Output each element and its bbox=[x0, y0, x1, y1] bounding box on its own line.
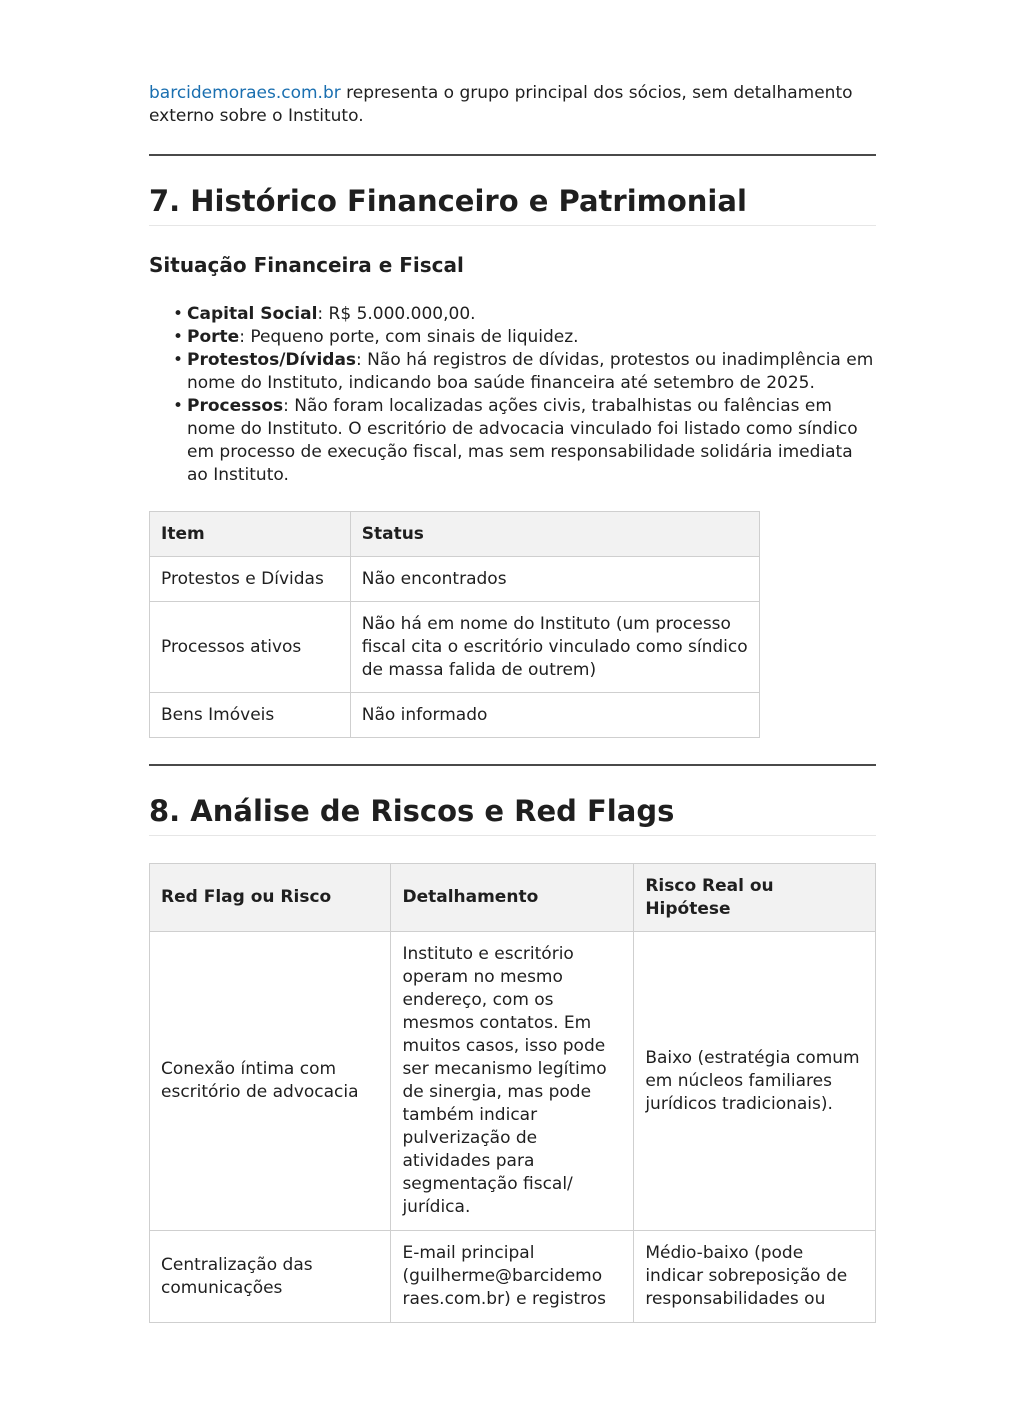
cell-status: Não encontrados bbox=[350, 557, 759, 602]
cell-item: Bens Imóveis bbox=[150, 693, 351, 738]
cell-status: Não informado bbox=[350, 693, 759, 738]
cell-detalhamento: Instituto e escritório operam no mesmo endereço, com os mesmos contatos. Em muitos casos, isso pode ser mecanismo legítimo de sinergia, mas pode também indicar pulverização de atividades para segmentação fiscal/ jurídica. bbox=[391, 932, 634, 1231]
cell-status: Não há em nome do Instituto (um processo fiscal cita o escritório vinculado como síndico de massa falida de outrem) bbox=[350, 602, 759, 693]
bullet-porte bbox=[187, 326, 876, 349]
bullet-label: Protestos/Dívidas bbox=[187, 350, 357, 370]
cell-risco: Médio-baixo (pode indicar sobreposição de responsabilidades ou bbox=[634, 1231, 876, 1323]
bullet-label: Capital Social bbox=[187, 304, 318, 324]
section-7-title: 7. Histórico Financeiro e Patrimonial bbox=[149, 184, 747, 218]
header-item: Item bbox=[150, 512, 351, 557]
header-status: Status bbox=[350, 512, 759, 557]
header-risco: Risco Real ou Hipótese bbox=[634, 864, 876, 932]
table-row bbox=[150, 693, 760, 738]
bullet-text: : R$ 5.000.000,00. bbox=[317, 304, 476, 324]
header-red-flag: Red Flag ou Risco bbox=[150, 864, 391, 932]
bullet-text: : Não há registros de dívidas, protestos ou inadimplência em nome do Instituto, indicando boa saúde financeira até setembro de 2025. bbox=[187, 350, 874, 393]
intro-paragraph bbox=[149, 82, 876, 128]
cell-red-flag: Conexão íntima com escritório de advocacia bbox=[150, 932, 391, 1231]
cell-red-flag: Centralização das comunicações bbox=[150, 1231, 391, 1323]
bullet-capital-social bbox=[187, 303, 876, 326]
intro-text: representa o grupo principal dos sócios, sem detalhamento externo sobre o Instituto. bbox=[149, 83, 853, 126]
bullet-text: : Pequeno porte, com sinais de liquidez. bbox=[239, 327, 579, 347]
cell-risco: Baixo (estratégia comum em núcleos familiares jurídicos tradicionais). bbox=[634, 932, 876, 1231]
table-row bbox=[150, 602, 760, 693]
table-row bbox=[150, 1231, 876, 1323]
document-page bbox=[149, 82, 876, 1323]
bullet-label: Porte bbox=[187, 327, 240, 347]
header-detalhamento: Detalhamento bbox=[391, 864, 634, 932]
table-row bbox=[150, 932, 876, 1231]
table-header-row bbox=[150, 512, 760, 557]
financial-status-table bbox=[149, 511, 760, 738]
cell-detalhamento: E-mail principal (guilherme@barcidemo raes.com.br) e registros bbox=[391, 1231, 634, 1323]
section-8-title: 8. Análise de Riscos e Red Flags bbox=[149, 794, 675, 828]
site-link[interactable]: barcidemoraes.com.br bbox=[149, 83, 341, 103]
table-header-row bbox=[150, 864, 876, 932]
cell-item: Processos ativos bbox=[150, 602, 351, 693]
bullet-processos bbox=[187, 395, 876, 487]
bullet-text: : Não foram localizadas ações civis, trabalhistas ou falências em nome do Instituto. O escritório de advocacia vinculado foi listado como síndico em processo de execução fiscal, mas sem responsabilidade solidária imediata ao Instituto. bbox=[187, 396, 858, 485]
financial-bullet-list bbox=[149, 303, 876, 487]
bullet-label: Processos bbox=[187, 396, 284, 416]
cell-item: Protestos e Dívidas bbox=[150, 557, 351, 602]
risk-table bbox=[149, 863, 876, 1323]
section-7-subtitle: Situação Financeira e Fiscal bbox=[149, 253, 464, 277]
table-row bbox=[150, 557, 760, 602]
bullet-protestos bbox=[187, 349, 876, 395]
